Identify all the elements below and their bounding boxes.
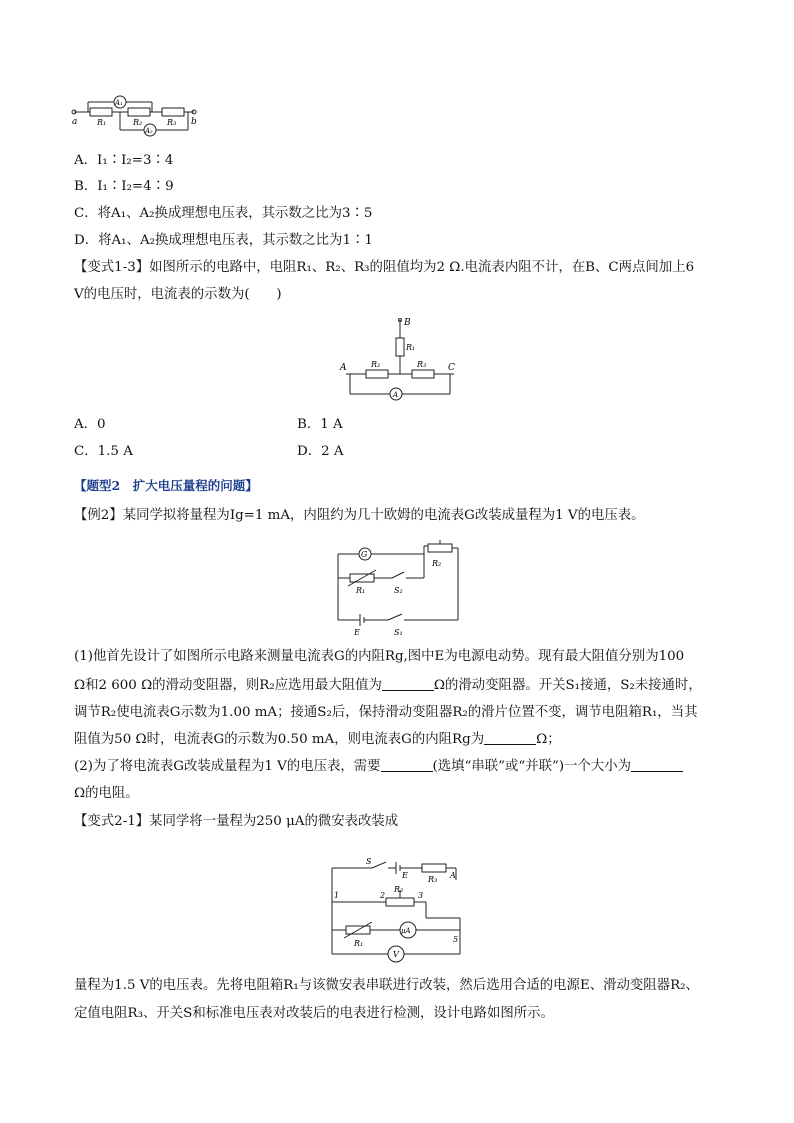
fig2-label-meter: A	[393, 391, 399, 399]
fig4-label-3: 3	[418, 891, 424, 900]
fig4-label-v: V	[393, 950, 399, 959]
fig3-label-s1: S₁	[394, 628, 403, 637]
fig4-label-a: A	[450, 871, 456, 880]
circuit-figure-1	[70, 92, 210, 142]
fig2-label-r1: R₁	[406, 343, 416, 352]
fig4-label-r2: R₂	[394, 885, 404, 894]
fig2-label-c: C	[448, 363, 455, 373]
fig1-label-r1: R₁	[97, 118, 107, 127]
fig4-label-1: 1	[334, 891, 340, 900]
variant-2-1-line-3: 定值电阻R₃、开关S和标准电压表对改装后的电表进行检测，设计电路如图所示。	[74, 1006, 554, 1021]
fig3-label-r1: R₁	[356, 586, 366, 595]
fig4-label-e: E	[402, 871, 408, 880]
fig2-label-r2: R₂	[371, 360, 381, 369]
example-2-part-2-line-2: Ω的电阻。	[74, 786, 139, 801]
fig3-label-r2: R₂	[432, 559, 442, 568]
fig1-label-r2: R₂	[133, 118, 143, 127]
fig4-label-5: 5	[453, 935, 459, 944]
fig2-label-b: B	[404, 318, 411, 328]
fig1-label-a1: A₁	[115, 99, 123, 107]
fig4-label-2: 2	[380, 891, 386, 900]
example-2-part-2-line-1: (2)为了将电流表G改装成量程为1 V的电压表，需要 (选填“串联”或“并联”)一个大小为	[74, 758, 683, 776]
example-2-part-1-line-4: 阻值为50 Ω时，电流表G的示数为0.50 mA，则电流表G的内阻Rg为 Ω；	[74, 732, 561, 747]
q1-option-d: D．将A₁、A₂换成理想电压表，其示数之比为1∶1	[74, 233, 373, 248]
answer-blank-3[interactable]	[381, 758, 433, 772]
fig2-label-a: A	[340, 363, 347, 373]
circuit-figure-2	[338, 314, 464, 406]
fig3-label-g: G	[361, 550, 368, 559]
variant-1-3-line-2: V的电压时，电流表的示数为( )	[74, 287, 282, 302]
fig3-label-s2: S₂	[394, 586, 403, 595]
example-2-part-1-line-2: Ω和2 600 Ω的滑动变阻器，则R₂应选用最大阻值为 Ω的滑动变阻器。开关S₁接通，S₂未接通时，	[74, 678, 702, 693]
answer-blank-4[interactable]	[631, 758, 683, 772]
example-2-part-1-line-3: 调节R₂使电流表G示数为1.00 mA；接通S₂后，保持滑动变阻器R₂的滑片位置不变，调节电阻箱R₁，当其	[74, 705, 698, 720]
example-2-part-1-line-1: (1)他首先设计了如图所示电路来测量电流表G的内阻Rg,图中E为电源电动势。现有最大阻值分别为100	[74, 649, 685, 664]
q1-option-a: A．I₁∶I₂=3∶4	[74, 153, 174, 168]
fig1-label-b: b	[191, 117, 197, 127]
fig4-label-r1: R₁	[354, 939, 364, 948]
fig4-label-r3: R₃	[428, 875, 438, 884]
fig3-label-e: E	[354, 628, 360, 637]
q1-option-b: B．I₁∶I₂=4∶9	[74, 179, 174, 194]
circuit-figure-3	[332, 540, 464, 637]
fig4-label-ua: μA	[401, 927, 411, 935]
example-2-stem: 【例2】某同学拟将量程为Ig=1 mA，内阻约为几十欧姆的电流表G改装成量程为1 V的电压表。	[74, 508, 645, 523]
fig1-label-a: a	[72, 117, 78, 127]
variant-2-1-line-1: 【变式2-1】某同学将一量程为250 μA的微安表改装成	[74, 814, 399, 829]
variant-1-3-line-1: 【变式1-3】如图所示的电路中，电阻R₁、R₂、R₃的阻值均为2 Ω.电流表内阻不计，在B、C两点间加上6	[74, 260, 695, 275]
var13-option-a: A．0	[74, 417, 106, 432]
fig2-label-r3: R₃	[417, 360, 427, 369]
fig1-label-a2: A₂	[145, 127, 153, 135]
var13-option-c: C．1.5 A	[74, 444, 133, 459]
answer-blank-1[interactable]	[382, 677, 434, 691]
question-type-2-heading: 【题型2 扩大电压量程的问题】	[74, 478, 258, 493]
var13-option-b: B．1 A	[297, 417, 343, 432]
answer-blank-2[interactable]	[484, 731, 536, 745]
var13-option-d: D．2 A	[297, 444, 344, 459]
variant-2-1-line-2: 量程为1.5 V的电压表。先将电阻箱R₁与该微安表串联进行改装，然后选用合适的电源E、滑动变阻器R₂、	[74, 978, 699, 993]
fig1-label-r3: R₃	[167, 118, 177, 127]
circuit-figure-4	[326, 850, 466, 962]
fig4-label-s: S	[366, 857, 372, 866]
q1-option-c: C．将A₁、A₂换成理想电压表，其示数之比为3∶5	[74, 206, 373, 221]
